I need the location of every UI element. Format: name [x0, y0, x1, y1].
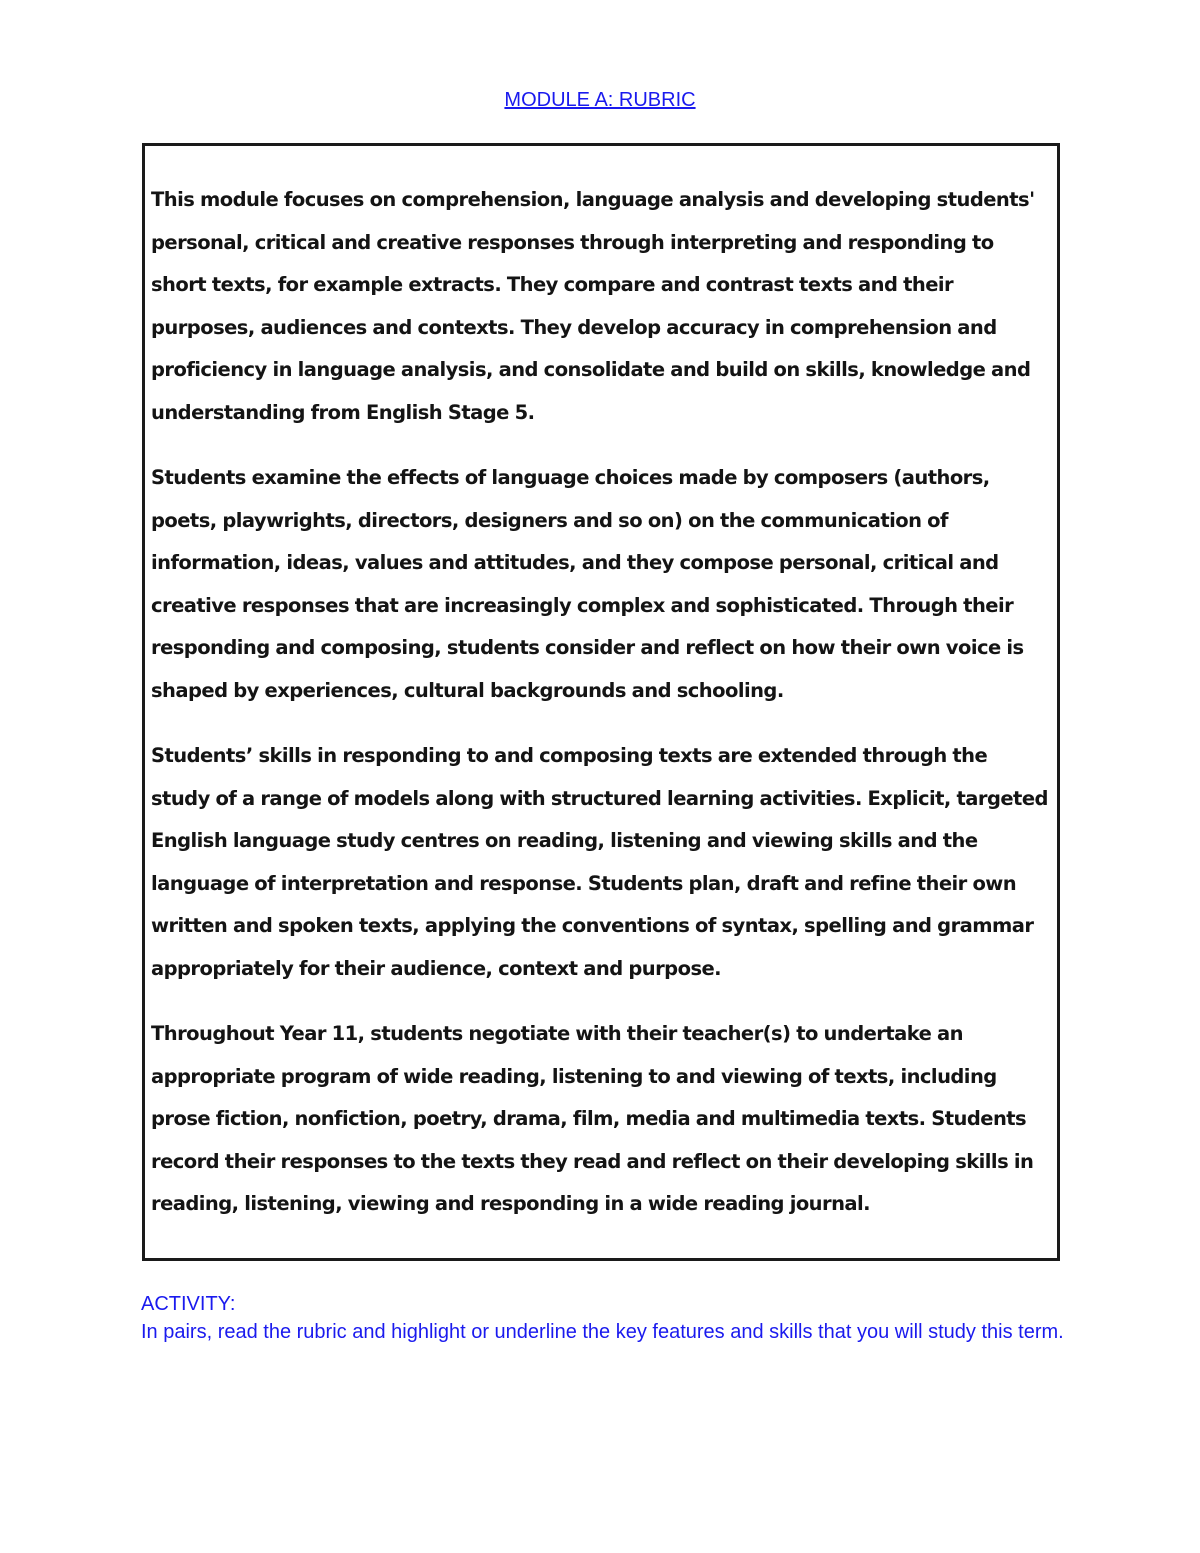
- rubric-box: [142, 143, 1060, 1261]
- rubric-paragraph-3: Students’ skills in responding to and composing texts are extended through the study of a range of models along with structured learning activities. Explicit, targeted English language study centres on reading, listening and viewing skills and the language of interpretation and response. Students plan, draft and refine their own written and spoken texts, applying the conventions of syntax, spelling and grammar appropriately for their audience, context and purpose.: [151, 744, 1048, 980]
- rubric-paragraph-1: This module focuses on comprehension, language analysis and developing students' personal, critical and creative responses through interpreting and responding to short texts, for example extracts. They compare and contrast texts and their purposes, audiences and contexts. They develop accuracy in comprehension and proficiency in language analysis, and consolidate and build on skills, knowledge and understanding from English Stage 5.: [151, 188, 1035, 424]
- activity-instructions: In pairs, read the rubric and highlight or underline the key features and skills that you will study this term.: [141, 1321, 1064, 1343]
- page-title-link[interactable]: MODULE A: RUBRIC: [504, 89, 696, 111]
- rubric-paragraph-4: Throughout Year 11, students negotiate with their teacher(s) to undertake an appropriate program of wide reading, listening to and viewing of texts, including prose fiction, nonfiction, poetry, drama, film, media and multimedia texts. Students record their responses to the texts they read and reflect on their developing skills in reading, listening, viewing and responding in a wide reading journal.: [151, 1022, 1034, 1215]
- rubric-content: [151, 179, 1051, 1249]
- activity-heading: ACTIVITY:: [141, 1293, 236, 1315]
- activity-section: [141, 1290, 1081, 1346]
- rubric-paragraph-2: Students examine the effects of language choices made by composers (authors, poets, playwrights, directors, designers and so on) on the communication of information, ideas, values and attitudes, and they compose personal, critical and creative responses that are increasingly complex and sophisticated. Through their responding and composing, students consider and reflect on how their own voice is shaped by experiences, cultural backgrounds and schooling.: [151, 466, 1024, 702]
